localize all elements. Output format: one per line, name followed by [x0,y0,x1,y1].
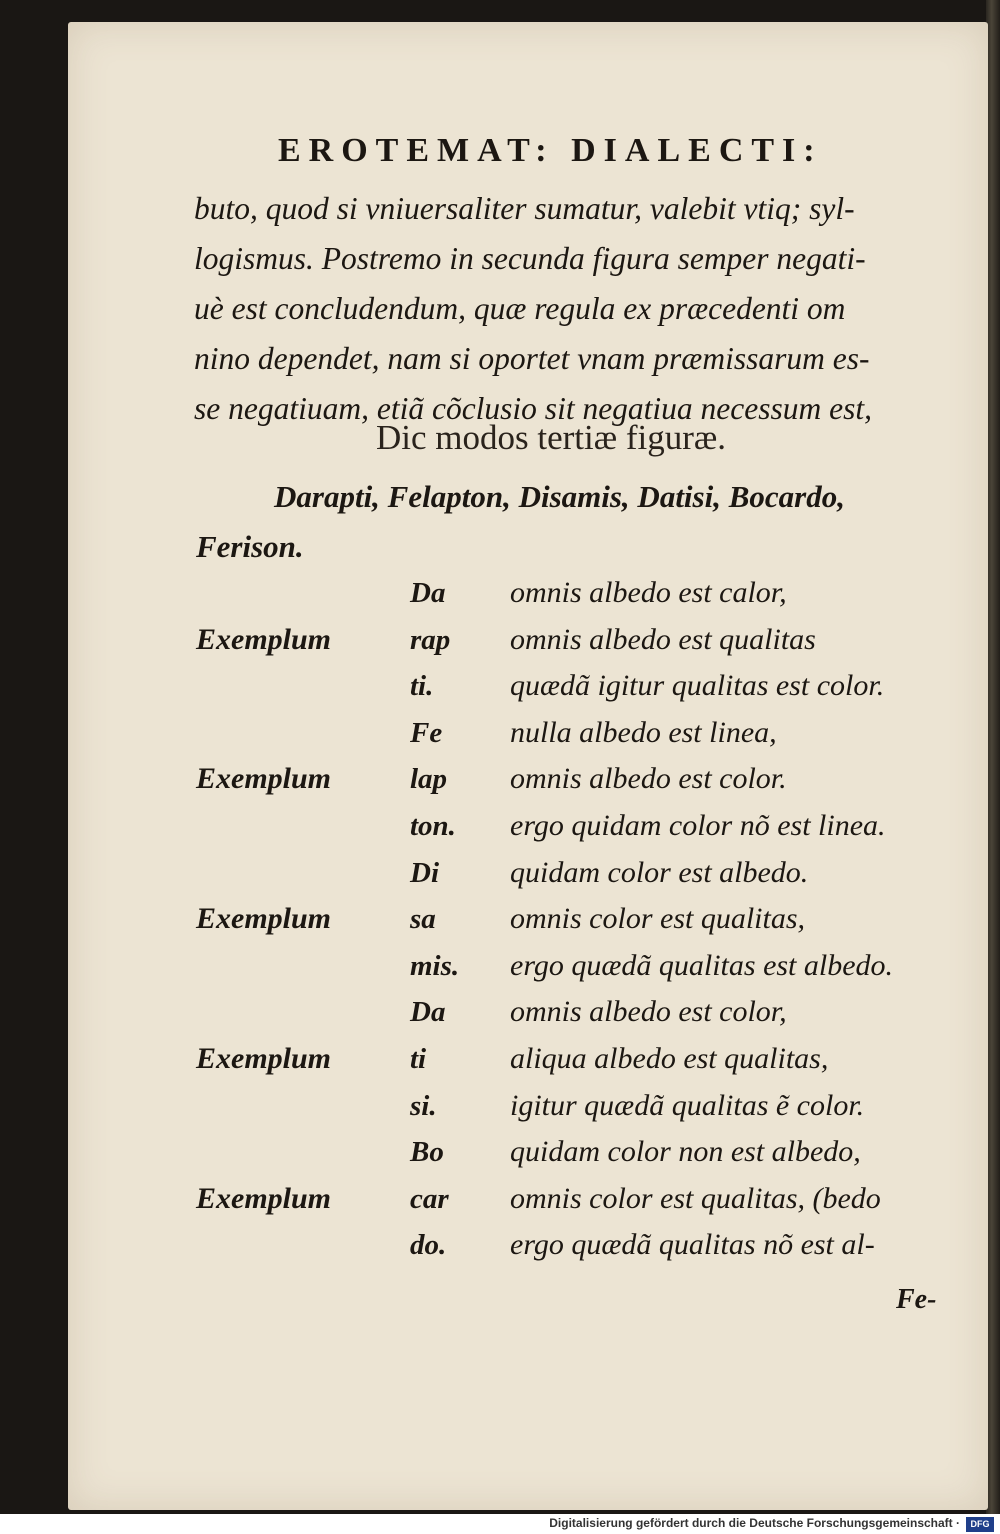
mood-syllable: Bo [410,1136,444,1169]
premise-text: nulla albedo est linea, [510,715,777,749]
mood-syllable: sa [410,903,436,936]
premise-text: quædã igitur qualitas est color. [510,669,885,703]
premise-text: ergo quædã qualitas nõ est al- [510,1228,875,1262]
syllogism-row [0,617,1000,664]
exemplum-label: Exemplum [196,1042,332,1075]
syllogism-row [0,570,1000,617]
mood-syllable: Fe [410,716,443,749]
syllogism-row [0,943,1000,990]
moods-line: Darapti, Felapton, Disamis, Datisi, Bocardo, [274,479,845,514]
dfg-logo: DFG [966,1517,994,1532]
mood-syllable: lap [410,763,448,796]
exemplum-label: Exemplum [196,1181,332,1215]
syllogism-row [0,1083,1000,1130]
exemplum-label: Exemplum [196,762,332,796]
exemplum-label: Exemplum [196,622,332,656]
premise-text: omnis color est qualitas, [510,902,806,936]
running-head: EROTEMAT: DIALECTI: [278,132,823,169]
catchword: Fe- [896,1284,937,1315]
footer-bar [0,1514,1000,1534]
mood-syllable: ton. [410,810,456,842]
mood-syllable: Di [410,856,439,889]
premise-text: omnis albedo est color. [510,762,787,796]
mood-syllable: Da [410,996,446,1029]
mood-syllable: do. [410,1229,447,1262]
premise-text: quidam color est albedo. [510,855,809,889]
mood-syllable: car [410,1182,449,1215]
premise-text: quidam color non est albedo, [510,1135,861,1169]
mood-syllable: mis. [410,949,460,982]
premise-text: igitur quædã qualitas ẽ color. [510,1088,865,1122]
premise-text: omnis color est qualitas, (bedo [510,1181,881,1215]
paragraph-line: uè est concludendum, quæ regula ex præcedenti om [194,291,846,326]
paragraph-line: buto, quod si vniuersaliter sumatur, valebit vtiq; syl- [194,191,855,226]
moods-list [196,472,986,572]
paragraph-line: se negatiuam, etiã cõclusio sit negatiua necessum est, [194,391,873,426]
syllogism-row [0,710,1000,757]
syllogism-row [0,1036,1000,1083]
syllogism-row [0,850,1000,897]
syllogism-row [0,756,1000,803]
premise-text: omnis albedo est color, [510,995,787,1029]
syllogism-row [0,1222,1000,1269]
premise-text: omnis albedo est qualitas [510,622,816,656]
body-paragraph [194,184,984,434]
mood-syllable: ti [410,1043,427,1075]
syllogism-row [0,1176,1000,1223]
syllogism-row [0,1129,1000,1176]
paragraph-line: logismus. Postremo in secunda figura semper negati- [194,241,866,276]
syllogism-row [0,989,1000,1036]
premise-text: aliqua albedo est qualitas, [510,1042,829,1075]
premise-text: ergo quædã qualitas est albedo. [510,948,894,982]
section-heading: Dic modos tertiæ figuræ. [376,418,726,457]
syllogism-row [0,896,1000,943]
mood-syllable: si. [410,1089,437,1122]
footer-credit: Digitalisierung gefördert durch die Deutsche Forschungsgemeinschaft · [549,1516,960,1530]
mood-syllable: ti. [410,670,434,703]
syllogism-row [0,663,1000,710]
exemplum-label: Exemplum [196,902,332,936]
premise-text: omnis albedo est calor, [510,576,787,609]
syllogism-row [0,803,1000,850]
mood-syllable: rap [410,623,451,656]
moods-line: Ferison. [196,529,304,564]
paragraph-line: nino dependet, nam si oportet vnam præmissarum es- [194,341,870,376]
mood-syllable: Da [410,577,446,609]
premise-text: ergo quidam color nõ est linea. [510,809,886,842]
